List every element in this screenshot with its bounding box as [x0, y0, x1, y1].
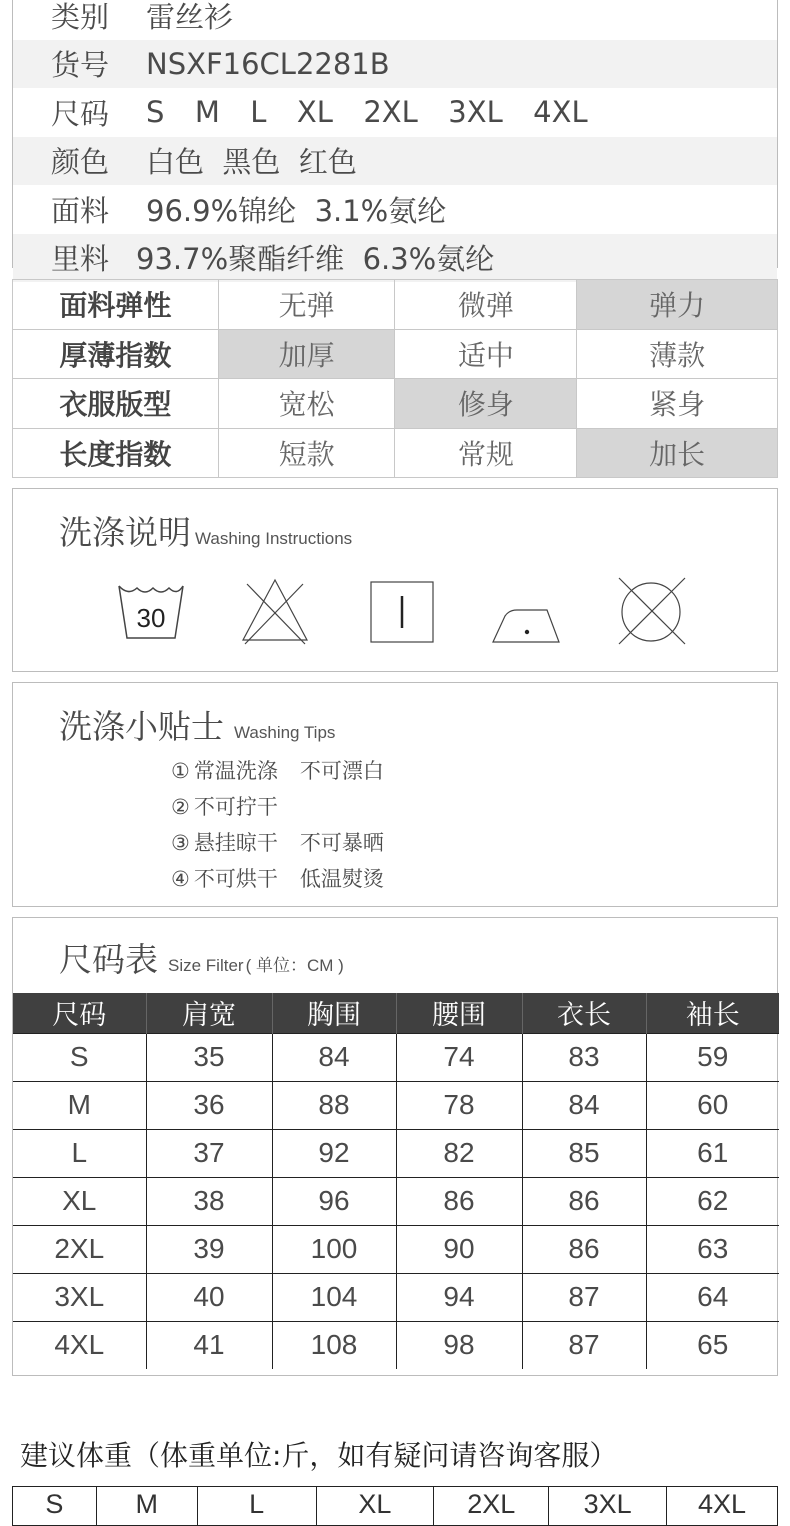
- weight-table-header: 4XL: [667, 1487, 778, 1526]
- line-dry-icon: [367, 574, 439, 646]
- tip-text: 不可漂白: [299, 759, 384, 783]
- size-table-cell: M: [13, 1081, 146, 1129]
- title-cn: 洗涤小贴士: [59, 707, 224, 746]
- attribute-option-selected: 加厚: [218, 329, 395, 379]
- tip-item: [171, 861, 384, 897]
- weight-table-header: M: [96, 1487, 197, 1526]
- washing-tips-panel: [12, 682, 778, 907]
- title-cn: 洗涤说明: [59, 513, 191, 552]
- weight-table-header: 3XL: [549, 1487, 667, 1526]
- attribute-option-selected: 加长: [577, 428, 778, 478]
- size-table-cell: 87: [522, 1321, 646, 1369]
- size-table-cell: 3XL: [13, 1273, 146, 1321]
- tip-item: [171, 825, 384, 861]
- size-table-cell: 96: [272, 1177, 396, 1225]
- attribute-row: [13, 379, 778, 429]
- attribute-option-selected: 修身: [395, 379, 577, 429]
- size-table-cell: 88: [272, 1081, 396, 1129]
- washing-instructions-title: [59, 507, 352, 554]
- attribute-label: 面料弹性: [13, 280, 219, 330]
- size-table-cell: 78: [396, 1081, 522, 1129]
- attribute-option-selected: 弹力: [577, 280, 778, 330]
- info-row-sizes: [13, 88, 777, 137]
- attribute-option: 薄款: [577, 329, 778, 379]
- wash-30-icon: [115, 574, 187, 646]
- info-value: 93.7%聚酯纤维 6.3%氨纶: [136, 242, 495, 277]
- size-table-cell: 2XL: [13, 1225, 146, 1273]
- size-table-cell: 82: [396, 1129, 522, 1177]
- title-en: Washing Tips: [234, 723, 336, 742]
- size-table-cell: 61: [646, 1129, 779, 1177]
- weight-suggestion-title: 建议体重（体重单位:斤，如有疑问请咨询客服）: [20, 1439, 618, 1472]
- weight-table: [12, 1486, 778, 1526]
- size-table-header: 腰围: [396, 993, 522, 1033]
- weight-table-header: 2XL: [434, 1487, 549, 1526]
- table-row: [13, 1321, 779, 1369]
- title-cn: 尺码表: [59, 940, 158, 979]
- low-iron-icon: [491, 574, 563, 646]
- attribute-option: 宽松: [218, 379, 395, 429]
- info-row-lining: [13, 234, 777, 283]
- size-table-header: 胸围: [272, 993, 396, 1033]
- size-table-cell: XL: [13, 1177, 146, 1225]
- table-row: [13, 1129, 779, 1177]
- wash-temp-label: 30: [136, 603, 166, 633]
- size-table-cell: 94: [396, 1273, 522, 1321]
- size-table-cell: 86: [522, 1177, 646, 1225]
- size-table-cell: 62: [646, 1177, 779, 1225]
- title-en: Size Filter: [168, 956, 244, 975]
- attribute-option: 紧身: [577, 379, 778, 429]
- size-table-header: 袖长: [646, 993, 779, 1033]
- tip-text: 常温洗涤: [193, 759, 278, 783]
- size-table-cell: 41: [146, 1321, 272, 1369]
- info-key: 面料: [51, 193, 110, 228]
- size-table-cell: 90: [396, 1225, 522, 1273]
- size-table-cell: 35: [146, 1033, 272, 1081]
- info-value: 白色 黑色 红色: [146, 145, 357, 180]
- weight-table-header: S: [13, 1487, 97, 1526]
- size-table-cell: 36: [146, 1081, 272, 1129]
- size-table-cell: 98: [396, 1321, 522, 1369]
- table-row: [13, 1273, 779, 1321]
- tip-number: ④: [171, 867, 190, 891]
- no-tumble-dry-icon: [615, 574, 687, 646]
- size-table-cell: 86: [522, 1225, 646, 1273]
- size-table-cell: 38: [146, 1177, 272, 1225]
- size-table-cell: 39: [146, 1225, 272, 1273]
- size-table-cell: 60: [646, 1081, 779, 1129]
- tip-text: 不可烘干: [193, 867, 278, 891]
- size-table-cell: 74: [396, 1033, 522, 1081]
- table-row: [13, 1225, 779, 1273]
- size-table-cell: 92: [272, 1129, 396, 1177]
- size-table: [13, 993, 779, 1369]
- tip-item: [171, 789, 384, 825]
- attribute-option: 无弹: [218, 280, 395, 330]
- info-row-item-number: [13, 40, 777, 89]
- size-table-cell: 40: [146, 1273, 272, 1321]
- tip-item: [171, 753, 384, 789]
- size-table-header: 肩宽: [146, 993, 272, 1033]
- attribute-row: [13, 280, 778, 330]
- info-value: 96.9%锦纶 3.1%氨纶: [146, 193, 447, 228]
- weight-table-header: L: [197, 1487, 316, 1526]
- size-table-cell: 4XL: [13, 1321, 146, 1369]
- title-en: Washing Instructions: [195, 529, 353, 548]
- info-value: NSXF16CL2281B: [146, 46, 390, 81]
- table-row: [13, 1033, 779, 1081]
- tip-number: ②: [171, 795, 190, 819]
- weight-table-header: XL: [316, 1487, 434, 1526]
- size-chart-panel: [12, 917, 778, 1376]
- attribute-row: [13, 329, 778, 379]
- attribute-row: [13, 428, 778, 478]
- size-table-cell: 100: [272, 1225, 396, 1273]
- info-row-category: [13, 0, 777, 40]
- table-row: [13, 1177, 779, 1225]
- size-table-cell: 104: [272, 1273, 396, 1321]
- info-key: 里料: [51, 242, 110, 277]
- tip-text: 不可拧干: [193, 795, 278, 819]
- size-table-header: 衣长: [522, 993, 646, 1033]
- size-table-cell: 63: [646, 1225, 779, 1273]
- size-table-cell: 84: [522, 1081, 646, 1129]
- attribute-label: 厚薄指数: [13, 329, 219, 379]
- tip-number: ③: [171, 831, 190, 855]
- attribute-option: 短款: [218, 428, 395, 478]
- attributes-table: [12, 279, 778, 478]
- info-key: 类别: [51, 0, 110, 34]
- size-table-header: 尺码: [13, 993, 146, 1033]
- washing-instructions-panel: [12, 488, 778, 672]
- size-table-cell: 85: [522, 1129, 646, 1177]
- size-chart-title: [59, 934, 344, 981]
- tip-text: 悬挂晾干: [193, 831, 278, 855]
- info-key: 颜色: [51, 145, 110, 180]
- attribute-label: 长度指数: [13, 428, 219, 478]
- size-table-cell: S: [13, 1033, 146, 1081]
- info-row-fabric: [13, 185, 777, 234]
- size-table-cell: 37: [146, 1129, 272, 1177]
- size-table-cell: L: [13, 1129, 146, 1177]
- attribute-option: 常规: [395, 428, 577, 478]
- size-table-cell: 83: [522, 1033, 646, 1081]
- attribute-option: 适中: [395, 329, 577, 379]
- info-value: 雷丝衫: [146, 0, 234, 34]
- tip-text: 低温熨烫: [299, 867, 384, 891]
- info-key: 尺码: [51, 96, 110, 131]
- tip-number: ①: [171, 759, 190, 783]
- attribute-option: 微弹: [395, 280, 577, 330]
- size-table-cell: 59: [646, 1033, 779, 1081]
- size-table-cell: 87: [522, 1273, 646, 1321]
- attribute-label: 衣服版型: [13, 379, 219, 429]
- no-bleach-icon: [239, 574, 311, 646]
- tip-text: 不可暴晒: [299, 831, 384, 855]
- table-row: [13, 1081, 779, 1129]
- size-table-cell: 84: [272, 1033, 396, 1081]
- unit-label: ( 单位：CM ): [245, 956, 344, 975]
- info-row-colors: [13, 137, 777, 186]
- size-table-cell: 86: [396, 1177, 522, 1225]
- size-table-cell: 65: [646, 1321, 779, 1369]
- info-value: S M L XL 2XL 3XL 4XL: [146, 95, 588, 130]
- washing-tips-title: [59, 701, 335, 748]
- info-key: 货号: [51, 48, 110, 83]
- size-table-cell: 108: [272, 1321, 396, 1369]
- size-table-cell: 64: [646, 1273, 779, 1321]
- product-info-box: [12, 0, 778, 277]
- tips-list: [171, 753, 384, 897]
